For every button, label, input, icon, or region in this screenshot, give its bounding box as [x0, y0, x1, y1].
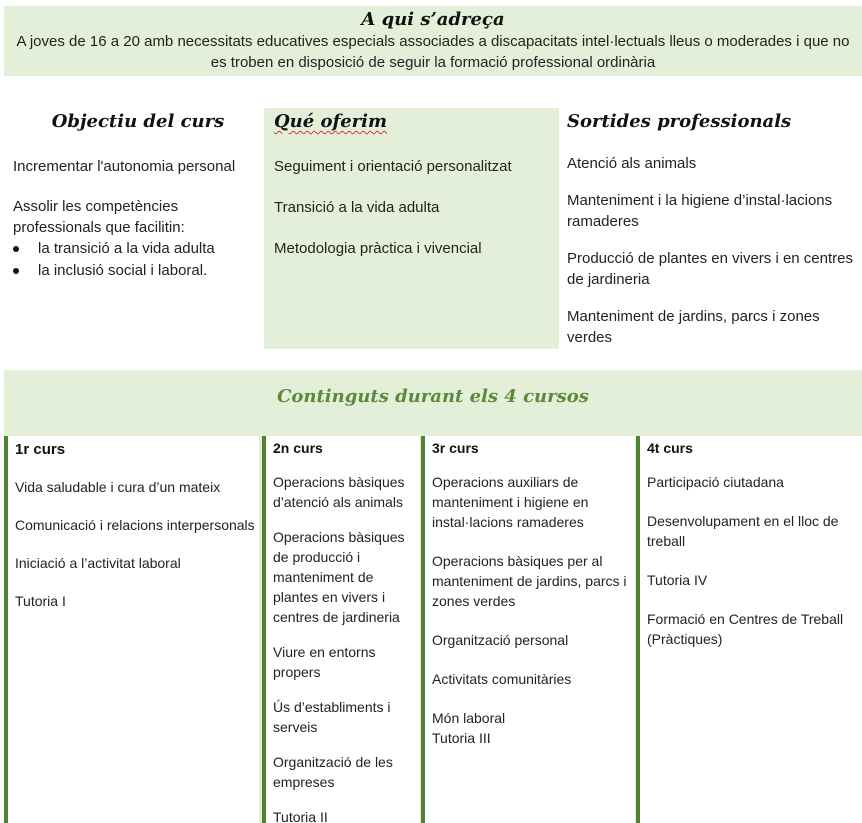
- career-outlets-column: [567, 108, 859, 348]
- course-item: Tutoria IV: [647, 572, 708, 588]
- course-item: Operacions bàsiques per al manteniment de jardins, parcs i zones verdes: [432, 553, 627, 609]
- course-objective-column: [13, 108, 263, 282]
- course-item: Vida saludable i cura d’un mateix: [15, 479, 221, 495]
- course-item: Participació ciutadana: [647, 474, 784, 490]
- career-outlet-item: Producció de plantes en vivers i en centres de jardineria: [567, 250, 853, 288]
- course-item: Tutoria I: [15, 593, 66, 609]
- offer-item: Seguiment i orientació personalitzat: [274, 158, 512, 175]
- course-item: Formació en Centres de Treball (Pràctiques): [647, 611, 844, 647]
- objective-bullet-list: [13, 238, 263, 282]
- course-item: Comunicació i relacions interpersonals: [15, 517, 255, 533]
- course-item: Tutoria II: [273, 809, 328, 823]
- course-item: Organització personal: [432, 632, 569, 648]
- audience-banner: [4, 6, 862, 76]
- course-item: Món laboral: [432, 710, 506, 726]
- offer-column: [264, 108, 559, 349]
- course-item: Desenvolupament en el lloc de treball: [647, 513, 839, 549]
- course-item: Operacions auxiliars de manteniment i higiene en instal·lacions ramaderes: [432, 474, 589, 530]
- offer-item: Transició a la vida adulta: [274, 199, 440, 216]
- course-heading: 3r curs: [432, 440, 479, 456]
- career-outlet-item: Manteniment de jardins, parcs i zones verdes: [567, 308, 820, 346]
- course-heading: 4t curs: [647, 440, 693, 456]
- offer-item: Metodologia pràctica i vivencial: [274, 240, 482, 257]
- objective-title: Objectiu del curs: [51, 111, 225, 132]
- objective-item: Assolir les competències professionals que facilitin:: [13, 198, 185, 236]
- course-item: Iniciació a l’activitat laboral: [15, 555, 181, 571]
- course-item: Operacions bàsiques d’atenció als animals: [273, 474, 405, 510]
- course-item: Organització de les empreses: [273, 754, 393, 790]
- course-item: Ús d’establiments i serveis: [273, 699, 391, 735]
- course-item: Operacions bàsiques de producció i manteniment de plantes en vivers i centres de jardineria: [273, 529, 405, 625]
- course-item: Viure en entorns propers: [273, 644, 376, 680]
- career-outlet-item: Manteniment i la higiene d’instal·lacions ramaderes: [567, 192, 833, 230]
- course-1r-column: [4, 436, 259, 823]
- contents-title: Continguts durant els 4 cursos: [277, 386, 589, 407]
- course-item: Tutoria III: [432, 730, 491, 746]
- objective-bullet: la inclusió social i laboral.: [13, 260, 263, 282]
- career-outlet-item: Atenció als animals: [567, 155, 697, 172]
- audience-text: A joves de 16 a 20 amb necessitats educatives especials associades a discapacitats intel·lectuals lleus o moderades i que no es troben en disposició de seguir la formació professional ordinària: [16, 33, 850, 71]
- contents-section: [4, 370, 862, 823]
- course-4t-column: [636, 436, 862, 823]
- objective-item: Incrementar l'autonomia personal: [13, 158, 236, 175]
- course-2n-column: [262, 436, 420, 823]
- career-outlets-title: Sortides professionals: [567, 111, 792, 132]
- audience-title: A qui s’adreça: [361, 9, 505, 30]
- objective-bullet: la transició a la vida adulta: [13, 238, 263, 260]
- course-item: Activitats comunitàries: [432, 671, 572, 687]
- offer-title: Qué oferim: [274, 111, 388, 132]
- course-3r-column: [421, 436, 635, 823]
- course-heading: 1r curs: [15, 441, 66, 458]
- course-heading: 2n curs: [273, 440, 323, 456]
